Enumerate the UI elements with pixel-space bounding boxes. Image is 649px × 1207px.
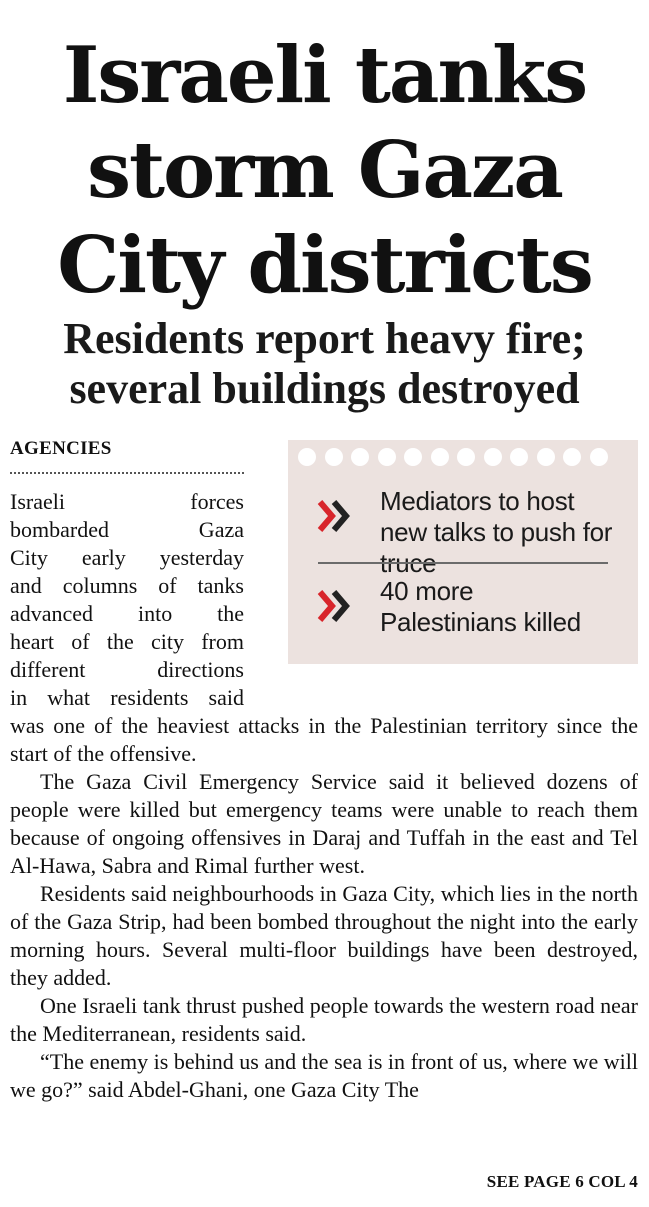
- lead-line-8: in what residents said: [10, 685, 244, 710]
- article-paragraph-5: “The enemy is behind us and the sea is in front of us, where we will we go?” said Abdel-Ghani, one Gaza City The: [10, 1049, 638, 1102]
- notepad-hole: [325, 448, 343, 466]
- notepad-hole: [378, 448, 396, 466]
- lead-line-7: different directions: [10, 657, 244, 682]
- article-lead-column: [10, 488, 244, 712]
- highlight-item-1: [316, 486, 620, 579]
- article-body: [10, 712, 638, 1104]
- article-paragraph-2: The Gaza Civil Emergency Service said it believed dozens of people were killed but emergency teams were unable to reach them because of ongoing offensives in Daraj and Tuffah in the east and Tel Al-Hawa, Sabra and Rimal further west.: [10, 769, 638, 878]
- lead-line-3: City early yesterday: [10, 545, 244, 570]
- double-chevron-right-icon: [316, 496, 356, 536]
- highlights-box: [288, 440, 638, 664]
- dotted-divider: [10, 472, 244, 474]
- jump-line[interactable]: SEE PAGE 6 COL 4: [486, 1172, 638, 1191]
- lead-line-5: advanced into the: [10, 601, 244, 626]
- highlight-text-1: Mediators to host new talks to push for truce: [380, 486, 613, 578]
- subheadline-line-2: several buildings destroyed: [69, 364, 580, 413]
- notepad-hole: [537, 448, 555, 466]
- notepad-holes: [298, 448, 608, 466]
- highlight-text-2: 40 more Palestinians killed: [380, 576, 581, 637]
- headline: [0, 28, 649, 313]
- notepad-hole: [563, 448, 581, 466]
- byline: AGENCIES: [10, 438, 112, 459]
- notepad-hole: [404, 448, 422, 466]
- notepad-hole: [484, 448, 502, 466]
- double-chevron-right-icon: [316, 586, 356, 626]
- lead-line-1: Israeli forces: [10, 489, 244, 514]
- article-paragraph-1-continued: was one of the heaviest attacks in the Palestinian territory since the start of the offensive.: [10, 713, 638, 766]
- lead-line-2: bombarded Gaza: [10, 517, 244, 542]
- article-paragraph-4: One Israeli tank thrust pushed people towards the western road near the Mediterranean, residents said.: [10, 993, 638, 1046]
- lead-line-4: and columns of tanks: [10, 573, 244, 598]
- notepad-hole: [351, 448, 369, 466]
- lead-line-6: heart of the city from: [10, 629, 244, 654]
- notepad-hole: [298, 448, 316, 466]
- highlight-item-2: [316, 576, 610, 638]
- subheadline-line-1: Residents report heavy fire;: [63, 314, 586, 363]
- highlight-separator: [318, 562, 608, 564]
- notepad-hole: [457, 448, 475, 466]
- headline-line-1: Israeli tanks: [62, 30, 587, 121]
- subheadline: [0, 314, 649, 414]
- headline-line-2: storm Gaza: [87, 125, 562, 216]
- headline-line-3: City districts: [57, 220, 592, 311]
- notepad-hole: [431, 448, 449, 466]
- notepad-hole: [590, 448, 608, 466]
- notepad-hole: [510, 448, 528, 466]
- article-paragraph-3: Residents said neighbourhoods in Gaza City, which lies in the north of the Gaza Strip, had been bombed throughout the night into the early morning hours. Several multi-floor buildings have been destroyed, they added.: [10, 881, 638, 990]
